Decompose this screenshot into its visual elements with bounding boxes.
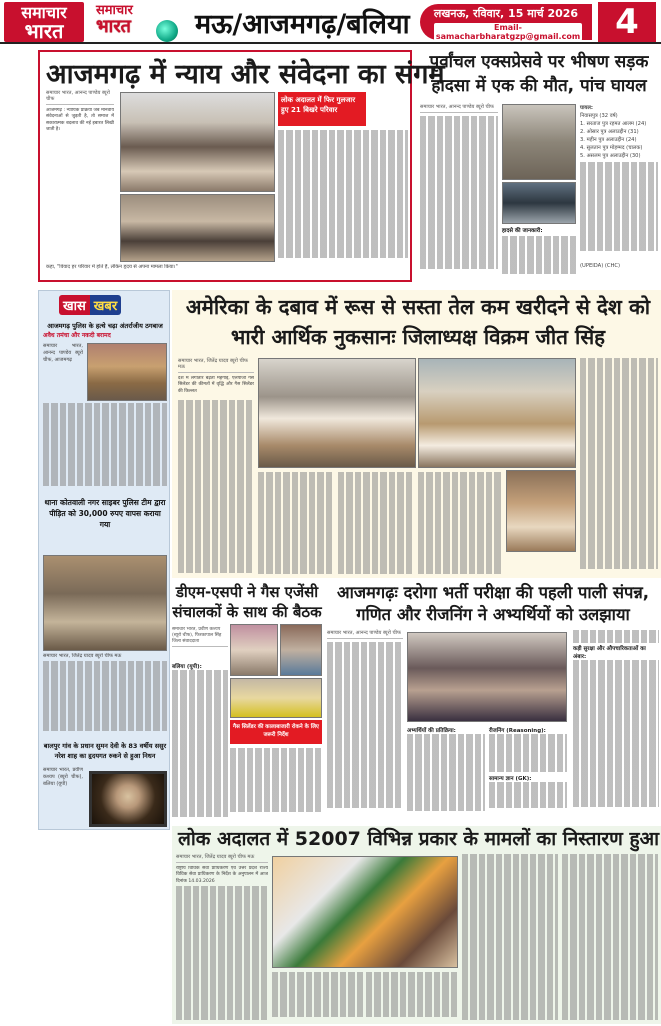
story-lok-adalat <box>172 826 661 1024</box>
story1-body <box>278 130 408 260</box>
story5-body-col4 <box>573 660 659 810</box>
khaas-label: खास <box>59 295 90 315</box>
logo-top-text: समाचार <box>21 3 67 22</box>
story2-photo-crane <box>502 104 576 180</box>
story5-subhead-reactions: अभ्यर्थियों की प्रतिक्रिया: <box>407 728 456 734</box>
story6-body-col3 <box>366 972 458 1022</box>
story2-body-2 <box>502 236 576 276</box>
story-dm-sp-gas-agency <box>172 582 322 818</box>
story5-subhead-security: कड़ी सुरक्षा और औपचारिकताओं का अंबार: <box>573 646 646 660</box>
samachar-bharat-logo <box>4 2 84 42</box>
story3-body-col1 <box>178 400 254 576</box>
story4-photo-3 <box>230 678 322 718</box>
story2-byline: समाचार भारत, आनन्द पाण्डेय ब्यूरो चीफ <box>420 104 498 113</box>
story5-body-col3 <box>489 734 567 774</box>
kk-item1-byline: समाचार भारत, आनन्द पाण्डेय ब्यूरो चीफ, आजमगढ़ <box>43 343 83 363</box>
story4-callout: गैस सिलेंडर की कालाबाजारी रोकने के लिए जरूरी निर्देश <box>230 720 322 744</box>
story2-body-3 <box>580 162 658 262</box>
story5-reasoning: रीजनिंग (Reasoning): <box>489 728 546 734</box>
story3-photo-3 <box>506 470 576 552</box>
story5-body-col2 <box>407 734 485 814</box>
masthead <box>0 0 661 44</box>
story4-photo-2 <box>280 624 322 676</box>
story6-headline: लोक अदालत में 52007 विभिन्न प्रकार के मामलों का निस्तारण हुआ <box>177 828 660 850</box>
kk-item3-byline: समाचार भारत, प्रवीण कश्यप (ब्यूरो चीफ), बलिया (यूपी) <box>43 767 83 787</box>
story4-headline: डीएम-एसपी ने गैस एजेंसी संचालकों के साथ की बैठक <box>172 583 322 621</box>
story3-photo-1 <box>258 358 416 468</box>
story2-agency: (UPEIDA) <box>580 263 604 269</box>
story2-injured-label: घायल: <box>580 105 594 111</box>
story-justify-sensitivity <box>38 50 445 282</box>
khaas-khabar-banner <box>59 295 151 317</box>
story1-photo-group <box>120 194 275 262</box>
region-title: मऊ/आजमगढ़/बलिया <box>195 9 410 40</box>
globe-icon <box>156 20 178 42</box>
story-daroga-exam <box>325 582 661 818</box>
kk-item2-photo-police-team <box>43 555 167 651</box>
kk-item1-body <box>43 403 167 491</box>
khabar-label: खबर <box>90 295 121 315</box>
story2-subhead: हादसे की जानकारी: <box>502 228 543 234</box>
story3-lead: देश में लगातार बढ़ती महंगाई, एलपीजी गैस सिलेंडर की कीमतों में वृद्धि और गैस सिलेंडर की किल्लत <box>178 376 254 394</box>
kk-item1-headline: आजमगढ़ पुलिस के हत्थे चढ़ा अंतर्राजीय ठगबाज <box>47 322 163 330</box>
logo2-bottom-text: भारत <box>96 16 131 37</box>
kk-item2-body <box>43 661 167 737</box>
story3-photo-2 <box>418 358 576 468</box>
story6-body-col4 <box>462 854 558 1022</box>
story-expressway-accident <box>418 50 661 282</box>
story6-photo-ceremony <box>272 856 458 968</box>
story5-body-col3b <box>489 782 567 810</box>
story1-lead: आजमगढ़ : न्यायिक प्रक्रिया जब मानवीय संवेदनाओं से जुड़ती है, तो समाज में सकारात्मक बदलाव की नई इबारत लिखी जाती है। <box>46 108 114 133</box>
story4-dateline: बलिया (यूपी): <box>172 664 202 670</box>
dateline: लखनऊ, रविवार, 15 मार्च 2026 <box>433 7 579 20</box>
story3-body-col5 <box>580 358 658 576</box>
kk-item1-sub: अवैध तमंचा और नकदी बरामद <box>43 332 111 339</box>
story1-photo-courtroom <box>120 92 275 192</box>
story5-gk: सामान्य ज्ञान (GK): <box>489 776 532 782</box>
injured-list-item: 3. महीन पुत्र अलाउद्दीन (24) <box>580 137 637 143</box>
story1-byline: समाचार भारत, आनन्द पाण्डेय ब्यूरो चीफ <box>46 90 114 105</box>
story-russia-oil <box>172 290 661 578</box>
story2-body <box>420 116 498 276</box>
injured-list-item: 1. सरताज पुत्र रहमत आलम (24) <box>580 121 647 127</box>
page-number: 4 <box>598 2 656 42</box>
story2-headline: पूर्वांचल एक्सप्रेसवे पर भीषण सड़क हादसा में एक की मौत, पांच घायल <box>429 52 649 96</box>
story5-headline: आजमगढ़ः दरोगा भर्ती परीक्षा की पहली पाली संपन्न, गणित और रीजनिंग ने अभ्यर्थियों को उलझाया <box>336 583 650 624</box>
story6-body-col2 <box>272 972 364 1022</box>
story1-callout: लोक अदालत में फिर गुलजार हुए 21 बिखरे परिवार <box>278 92 366 126</box>
email: Email-samacharbharatgzp@gmail.com <box>435 23 581 41</box>
story4-photo-1 <box>230 624 278 676</box>
kk-item1-photo-police <box>87 343 167 401</box>
story6-body-col1 <box>176 886 268 1026</box>
story3-body-col3 <box>338 472 414 576</box>
story4-body-col1 <box>172 670 228 820</box>
kk-item3-photo-portrait <box>89 771 167 827</box>
story2-photo-wreck <box>502 182 576 224</box>
injured-list-item: 5. असलम पुत्र अलाउद्दीन (30) <box>580 153 641 159</box>
story1-closing: कहा, "विवाद हर परिवार में होते हैं, लेकिन हृदय से अपना मामला किया।" <box>46 264 178 270</box>
story5-photo-students <box>407 632 567 722</box>
story5-byline: समाचार भारत, आनन्द पाण्डेय ब्यूरो चीफ <box>327 630 403 639</box>
story3-body-col4 <box>418 472 502 576</box>
khaas-khabar-panel <box>38 290 170 830</box>
story6-body-col5 <box>562 854 658 1022</box>
story3-byline: समाचार भारत, जितेंद्र यादव ब्यूरो चीफ मऊ <box>178 358 254 373</box>
story5-body-col1 <box>327 642 403 812</box>
kk-item2-headline: थाना कोतवाली नगर साइबर पुलिस टीम द्वारा पीड़ित को 30,000 रुपए वापस कराया गया <box>44 498 166 529</box>
kk-item2-byline: समाचार भारत, जितेंद्र यादव ब्यूरो चीफ मऊ <box>43 653 122 659</box>
dateline-box <box>420 4 592 40</box>
story3-headline: अमेरिका के दबाव में रूस से सस्ता तेल कम खरीदने से देश को भारी आर्थिक नुकसानः जिलाध्यक्ष विक्रम जीत सिंह <box>185 295 651 349</box>
story6-byline: समाचार भारत, जितेंद्र यादव ब्यूरो चीफ मऊ <box>176 854 268 863</box>
story2-hospital: (CHC) <box>604 263 621 269</box>
injured-list-item: 4. सुलतान पुत्र मोहम्मद (चालक) <box>580 145 643 151</box>
logo2-top-text: समाचार <box>96 3 133 18</box>
story1-headline: आजमगढ़ में न्याय और संवेदना का संगम <box>46 59 445 90</box>
kk-item3-headline: बालपुर गांव के प्रधान सुमन देवी के 83 वर्षीय ससुर नरेश शाह का हृदयगत रुकने से हुआ निधन <box>43 742 167 760</box>
story6-lead: राष्ट्रीय विधिक सेवा प्राधिकरण एवं उत्तर प्रदेश राज्य विधिक सेवा प्राधिकरण के निर्देश के अनुपालन में आज दिनांक 14.03.2026 <box>176 866 268 884</box>
story5-body-col4a <box>573 630 659 644</box>
story3-body-col2 <box>258 472 334 576</box>
logo-bottom-text: भारत <box>24 19 64 43</box>
injured-list-item: 2. ओसार पुत्र अलाउद्दीन (31) <box>580 129 639 135</box>
story4-body-col2 <box>230 748 322 816</box>
injured-list-item: निवासपुत्र (32 वर्ष) <box>580 113 618 119</box>
story4-byline: समाचार भारत, प्रवीण कश्यप (ब्यूरो चीफ), फिरकापाल सिंह जिला संवाददाता <box>172 626 228 647</box>
